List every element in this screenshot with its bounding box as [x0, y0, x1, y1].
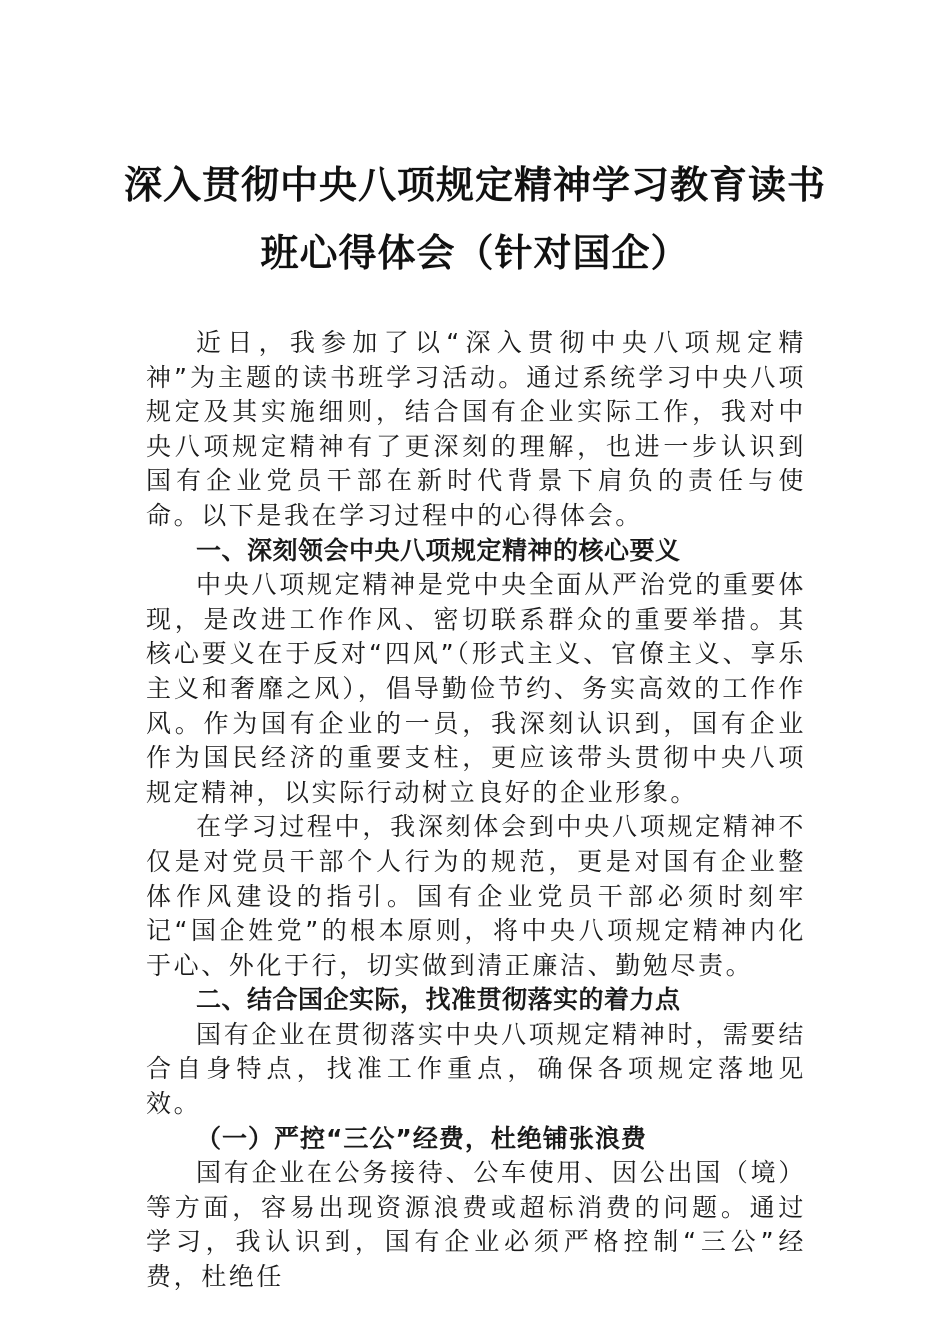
section-2-paragraph-1: 国有企业在贯彻落实中央八项规定精神时，需要结合自身特点，找准工作重点，确保各项规定落地见效。 [146, 1019, 806, 1119]
subsection-heading-1: （一）严控“三公”经费，杜绝铺张浪费 [196, 1123, 647, 1153]
section-heading-2: 二、结合国企实际，找准贯彻落实的着力点 [196, 985, 681, 1015]
section-1-paragraph-1: 中央八项规定精神是党中央全面从严治党的重要体现，是改进工作作风、密切联系群众的重要举措。其核心要义在于反对“四风”（形式主义、官僚主义、享乐主义和奢靡之风），倡导勤俭节约、务实高效的工作作风。作为国有企业的一员，我深刻认识到，国有企业作为国民经济的重要支柱，更应该带头贯彻中央八项规定精神，以实际行动树立良好的企业形象。 [146, 570, 806, 807]
section-1-paragraph-2: 在学习过程中，我深刻体会到中央八项规定精神不仅是对党员干部个人行为的规范，更是对国有企业整体作风建设的指引。国有企业党员干部必须时刻牢记“国企姓党”的根本原则，将中央八项规定精神内化于心、外化于行，切实做到清正廉洁、勤勉尽责。 [146, 812, 806, 980]
document-title-line-1: 深入贯彻中央八项规定精神学习教育读书 [123, 162, 826, 207]
document-body [146, 326, 806, 1295]
section-heading-1: 一、深刻领会中央八项规定精神的核心要义 [196, 535, 681, 565]
subsection-1-paragraph-1: 国有企业在公务接待、公车使用、因公出国（境）等方面，容易出现资源浪费或超标消费的问题。通过学习，我认识到，国有企业必须严格控制“三公”经费，杜绝任 [146, 1158, 806, 1292]
document-title-line-2: 班心得体会（针对国企） [260, 230, 690, 275]
intro-paragraph: 近日，我参加了以“深入贯彻中央八项规定精神”为主题的读书班学习活动。通过系统学习中央八项规定及其实施细则，结合国有企业实际工作，我对中央八项规定精神有了更深刻的理解，也进一步认识到国有企业党员干部在新时代背景下肩负的责任与使命。以下是我在学习过程中的心得体会。 [146, 328, 806, 530]
